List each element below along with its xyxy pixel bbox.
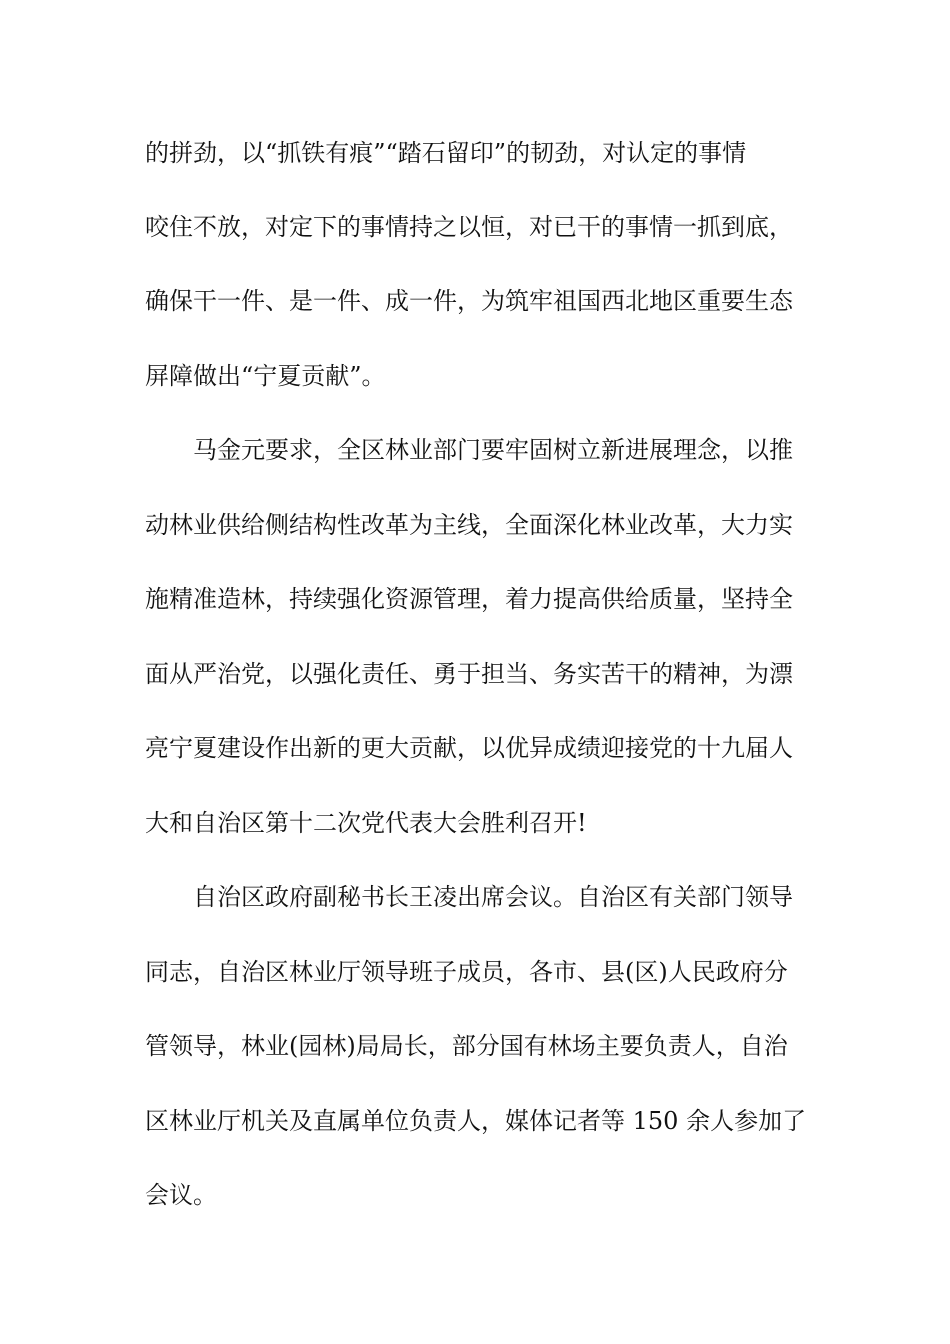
text-line: 会议。 [145, 1181, 217, 1209]
text-line: 管领导，林业(园林)局局长，部分国有林场主要负责人，自治 [145, 1032, 788, 1060]
text-line: 咬住不放，对定下的事情持之以恒，对已干的事情一抓到底， [145, 213, 793, 241]
text-line: 亮宁夏建设作出新的更大贡献，以优异成绩迎接党的十九届人 [145, 734, 793, 762]
text-line: 屏障做出“宁夏贡献”。 [145, 362, 386, 390]
text-line: 确保干一件、是一件、成一件，为筑牢祖国西北地区重要生态 [145, 287, 793, 315]
text-line: 面从严治党，以强化责任、勇于担当、务实苦干的精神，为漂 [145, 660, 793, 688]
text-line: 大和自治区第十二次党代表大会胜利召开! [145, 809, 587, 837]
text-line: 同志，自治区林业厅领导班子成员，各市、县(区)人民政府分 [145, 958, 788, 986]
paragraph-first-line: 马金元要求，全区林业部门要牢固树立新进展理念，以推 [193, 436, 793, 464]
text-line: 施精准造林，持续强化资源管理，着力提高供给质量，坚持全 [145, 585, 793, 613]
paragraph-first-line: 自治区政府副秘书长王凌出席会议。自治区有关部门领导 [193, 883, 793, 911]
text-line: 区林业厅机关及直属单位负责人，媒体记者等 150 余人参加了 [145, 1107, 807, 1135]
text-line: 的拼劲，以“抓铁有痕”“踏石留印”的韧劲，对认定的事情 [145, 139, 747, 167]
text-line: 动林业供给侧结构性改革为主线，全面深化林业改革，大力实 [145, 511, 793, 539]
